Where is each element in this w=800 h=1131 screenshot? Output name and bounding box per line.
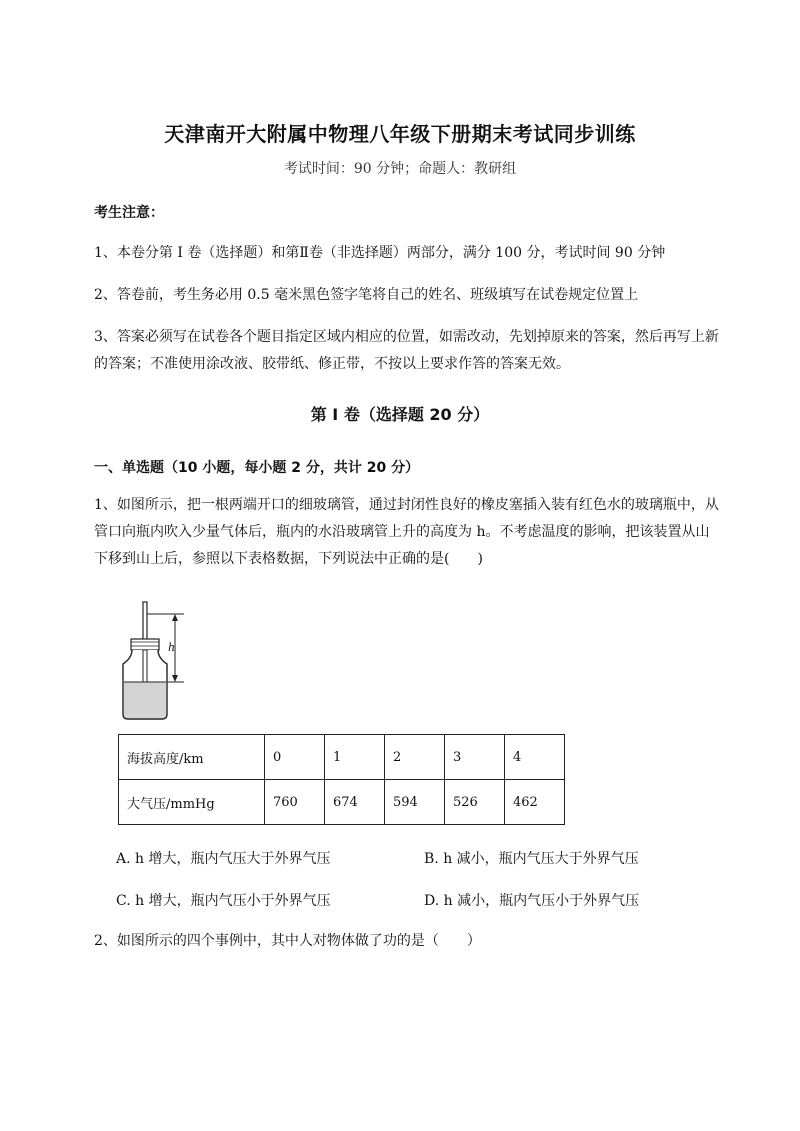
table-cell: 1 — [325, 735, 385, 780]
exam-info: 考试时间：90 分钟；命题人：教研组 — [283, 161, 517, 177]
row-label-pressure: 大气压/mmHg — [119, 780, 265, 825]
table-cell: 4 — [505, 735, 565, 780]
table-cell: 760 — [265, 780, 325, 825]
notice-item-1: 1、本卷分第 I 卷（选择题）和第Ⅱ卷（非选择题）两部分，满分 100 分，考试时间 90 分钟 — [94, 245, 666, 261]
table-cell: 462 — [505, 780, 565, 825]
table-row — [119, 780, 565, 825]
question-1-line-1: 1、如图所示，把一根两端开口的细玻璃管，通过封闭性良好的橡皮塞插入装有红色水的玻璃瓶中，从 — [94, 497, 719, 513]
question-1-line-3: 下移到山上后，参照以下表格数据，下列说法中正确的是( ) — [94, 551, 483, 567]
notice-item-3-cont: 的答案；不准使用涂改液、胶带纸、修正带，不按以上要求作答的答案无效。 — [94, 356, 570, 372]
option-b[interactable]: B. h 减小，瓶内气压大于外界气压 — [424, 851, 639, 867]
row-label-altitude: 海拔高度/km — [119, 735, 265, 780]
question-1-line-2: 管口向瓶内吹入少量气体后，瓶内的水沿玻璃管上升的高度为 h。不考虑温度的影响，把该装置从山 — [94, 524, 710, 540]
notice-item-2: 2、答卷前，考生务必用 0.5 毫米黑色签字笔将自己的姓名、班级填写在试卷规定位置上 — [94, 287, 639, 303]
notice-item-3: 3、答案必须写在试卷各个题目指定区域内相应的位置，如需改动，先划掉原来的答案，然后再写上新 — [94, 329, 719, 345]
page-title: 天津南开大附属中物理八年级下册期末考试同步训练 — [164, 122, 636, 146]
h-label: h — [168, 641, 176, 654]
bottle-figure — [112, 596, 192, 724]
table-row — [119, 735, 565, 780]
option-d[interactable]: D. h 减小，瓶内气压小于外界气压 — [424, 893, 640, 909]
table-cell: 594 — [385, 780, 445, 825]
option-c[interactable]: C. h 增大，瓶内气压小于外界气压 — [116, 893, 331, 909]
option-a[interactable]: A. h 增大，瓶内气压大于外界气压 — [116, 851, 331, 867]
table-cell: 3 — [445, 735, 505, 780]
question-2: 2、如图所示的四个事例中，其中人对物体做了功的是（ ） — [94, 933, 481, 949]
table-cell: 0 — [265, 735, 325, 780]
notice-heading: 考生注意： — [94, 205, 164, 221]
table-cell: 2 — [385, 735, 445, 780]
table-cell: 526 — [445, 780, 505, 825]
part-title: 一、单选题（10 小题，每小题 2 分，共计 20 分） — [94, 460, 420, 476]
altitude-pressure-table — [118, 734, 565, 825]
section-title: 第 I 卷（选择题 20 分） — [310, 405, 490, 424]
table-cell: 674 — [325, 780, 385, 825]
